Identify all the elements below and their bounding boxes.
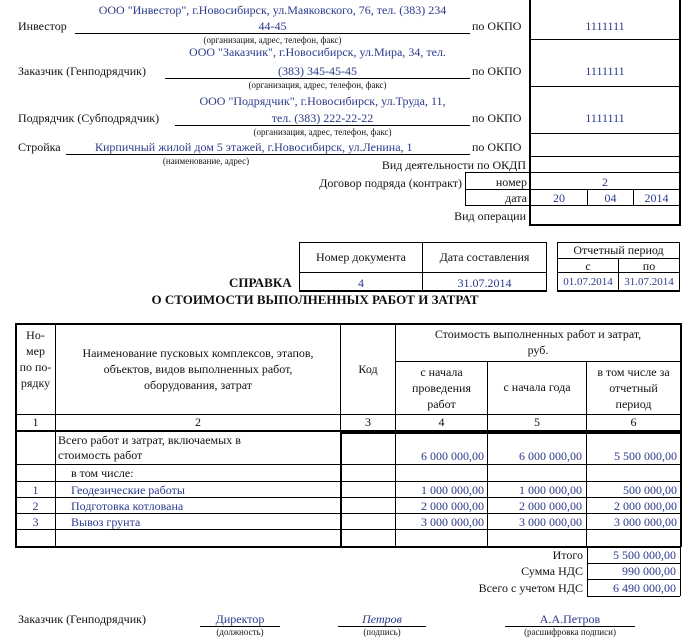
- contract-label: Договор подряда (контракт): [319, 176, 462, 190]
- table-row-1-period: 500 000,00: [623, 483, 677, 497]
- itogo-value: 5 500 000,00: [613, 548, 676, 562]
- table-row-3-n: 3: [32, 515, 39, 529]
- signature-position-hint: (должность): [216, 627, 264, 637]
- col-number-2: 2: [195, 415, 201, 429]
- period-to-label: по: [642, 259, 656, 273]
- period-from-label: с: [585, 259, 591, 273]
- contractor-value: ООО "Подрядчик", г.Новосибирск, ул.Труда, 11,: [199, 94, 446, 108]
- col-number-3: 3: [365, 415, 371, 429]
- table-row-3-name: Вывоз грунта: [71, 515, 141, 529]
- doc-title: СПРАВКА: [229, 275, 292, 290]
- col-number-1: 1: [32, 415, 39, 429]
- investor-label: Инвестор: [18, 19, 67, 33]
- table-row-3-year: 3 000 000,00: [519, 515, 582, 529]
- contractor-label: Подрядчик (Субподрядчик): [18, 111, 160, 125]
- total-from-start: 6 000 000,00: [421, 449, 484, 463]
- site-label: Стройка: [18, 140, 61, 154]
- vat-value: 990 000,00: [622, 564, 676, 578]
- total-year: 6 000 000,00: [519, 449, 582, 463]
- doc-date-header: Дата составления: [439, 250, 530, 264]
- customer-hint: (организация, адрес, телефон, факс): [248, 80, 387, 90]
- table-row-3-period: 3 000 000,00: [614, 515, 677, 529]
- investor-okpo-label: по ОКПО: [472, 19, 522, 33]
- vat-label: Сумма НДС: [521, 564, 583, 578]
- itogo-label: Итого: [552, 548, 583, 562]
- investor-value: ООО "Инвестор", г.Новосибирск, ул.Маяковского, 76, тел. (383) 234: [98, 3, 447, 17]
- table-row-1-n: 1: [32, 483, 39, 497]
- with-vat-value: 6 490 000,00: [613, 581, 676, 595]
- customer-okpo: 1111111: [585, 64, 625, 78]
- contractor-okpo: 1111111: [585, 111, 625, 125]
- customer-value-line2: (383) 345-45-45: [278, 64, 357, 78]
- doc-number: 4: [358, 276, 364, 290]
- signature-name-hint: (расшифровка подписи): [524, 627, 616, 637]
- col6-header: в том числе за отчетный период: [597, 365, 670, 411]
- date-day: 20: [553, 191, 565, 205]
- table-row-1-year: 1 000 000,00: [519, 483, 582, 497]
- doc-subtitle: О СТОИМОСТИ ВЫПОЛНЕННЫХ РАБОТ И ЗАТРАТ: [151, 292, 479, 307]
- total-row-name: Всего работ и затрат, включаемых в стоимость работ: [58, 433, 241, 462]
- investor-okpo: 1111111: [585, 19, 625, 33]
- signature-sign: Петров: [362, 612, 402, 626]
- col3-header: Код: [358, 362, 378, 376]
- col5-header: с начала года: [503, 380, 571, 394]
- with-vat-label: Всего с учетом НДС: [478, 581, 583, 595]
- table-row-1-from-start: 1 000 000,00: [421, 483, 484, 497]
- table-row-2-from-start: 2 000 000,00: [421, 499, 484, 513]
- period-header: Отчетный период: [573, 243, 664, 257]
- signature-position: Директор: [215, 612, 265, 626]
- period-to: 31.07.2014: [624, 276, 674, 288]
- contract-number: 2: [602, 175, 608, 189]
- col2-header: Наименование пусковых комплексов, этапов, объектов, видов выполненных работ, оборудования, затрат: [82, 346, 314, 392]
- table-row-2-year: 2 000 000,00: [519, 499, 582, 513]
- signature-label: Заказчик (Генподрядчик): [18, 612, 146, 626]
- customer-okpo-label: по ОКПО: [472, 64, 522, 78]
- col-number-4: 4: [438, 415, 445, 429]
- col4-header: с начала проведения работ: [412, 365, 471, 411]
- col-number-5: 5: [534, 415, 540, 429]
- site-hint: (наименование, адрес): [162, 156, 250, 166]
- date-label: дата: [505, 191, 527, 205]
- investor-hint: (организация, адрес, телефон, факс): [203, 35, 342, 45]
- contractor-value-line2: тел. (383) 222-22-22: [271, 111, 374, 125]
- investor-value-line2: 44-45: [258, 19, 287, 33]
- col-number-6: 6: [630, 415, 637, 429]
- col1-header: Но- мер по по- рядку: [19, 328, 52, 390]
- doc-date: 31.07.2014: [457, 276, 512, 290]
- okdp-label: Вид деятельности по ОКДП: [381, 158, 526, 172]
- table-row-2-period: 2 000 000,00: [614, 499, 677, 513]
- signature-sign-hint: (подпись): [363, 627, 401, 637]
- table-row-3-from-start: 3 000 000,00: [421, 515, 484, 529]
- site-okpo-label: по ОКПО: [472, 140, 522, 154]
- cost-header: Стоимость выполненных работ и затрат, руб.: [434, 327, 642, 357]
- number-label: номер: [495, 175, 527, 189]
- table-row-2-n: 2: [32, 499, 39, 513]
- period-from: 01.07.2014: [563, 276, 613, 288]
- customer-value: ООО "Заказчик", г.Новосибирск, ул.Мира, 34, тел.: [189, 45, 446, 59]
- customer-label: Заказчик (Генподрядчик): [18, 64, 146, 78]
- doc-number-header: Номер документа: [315, 250, 407, 264]
- including-label: в том числе:: [71, 466, 134, 480]
- date-month: 04: [604, 191, 617, 205]
- contractor-hint: (организация, адрес, телефон, факс): [253, 127, 392, 137]
- operation-label: Вид операции: [454, 209, 526, 223]
- contractor-okpo-label: по ОКПО: [472, 111, 522, 125]
- table-row-1-name: Геодезические работы: [71, 483, 185, 497]
- site-value: Кирпичный жилой дом 5 этажей, г.Новосибирск, ул.Ленина, 1: [95, 140, 413, 154]
- table-row-2-name: Подготовка котлована: [71, 499, 184, 513]
- signature-name: А.А.Петров: [539, 612, 601, 626]
- total-period: 5 500 000,00: [614, 449, 677, 463]
- date-year: 2014: [644, 191, 669, 205]
